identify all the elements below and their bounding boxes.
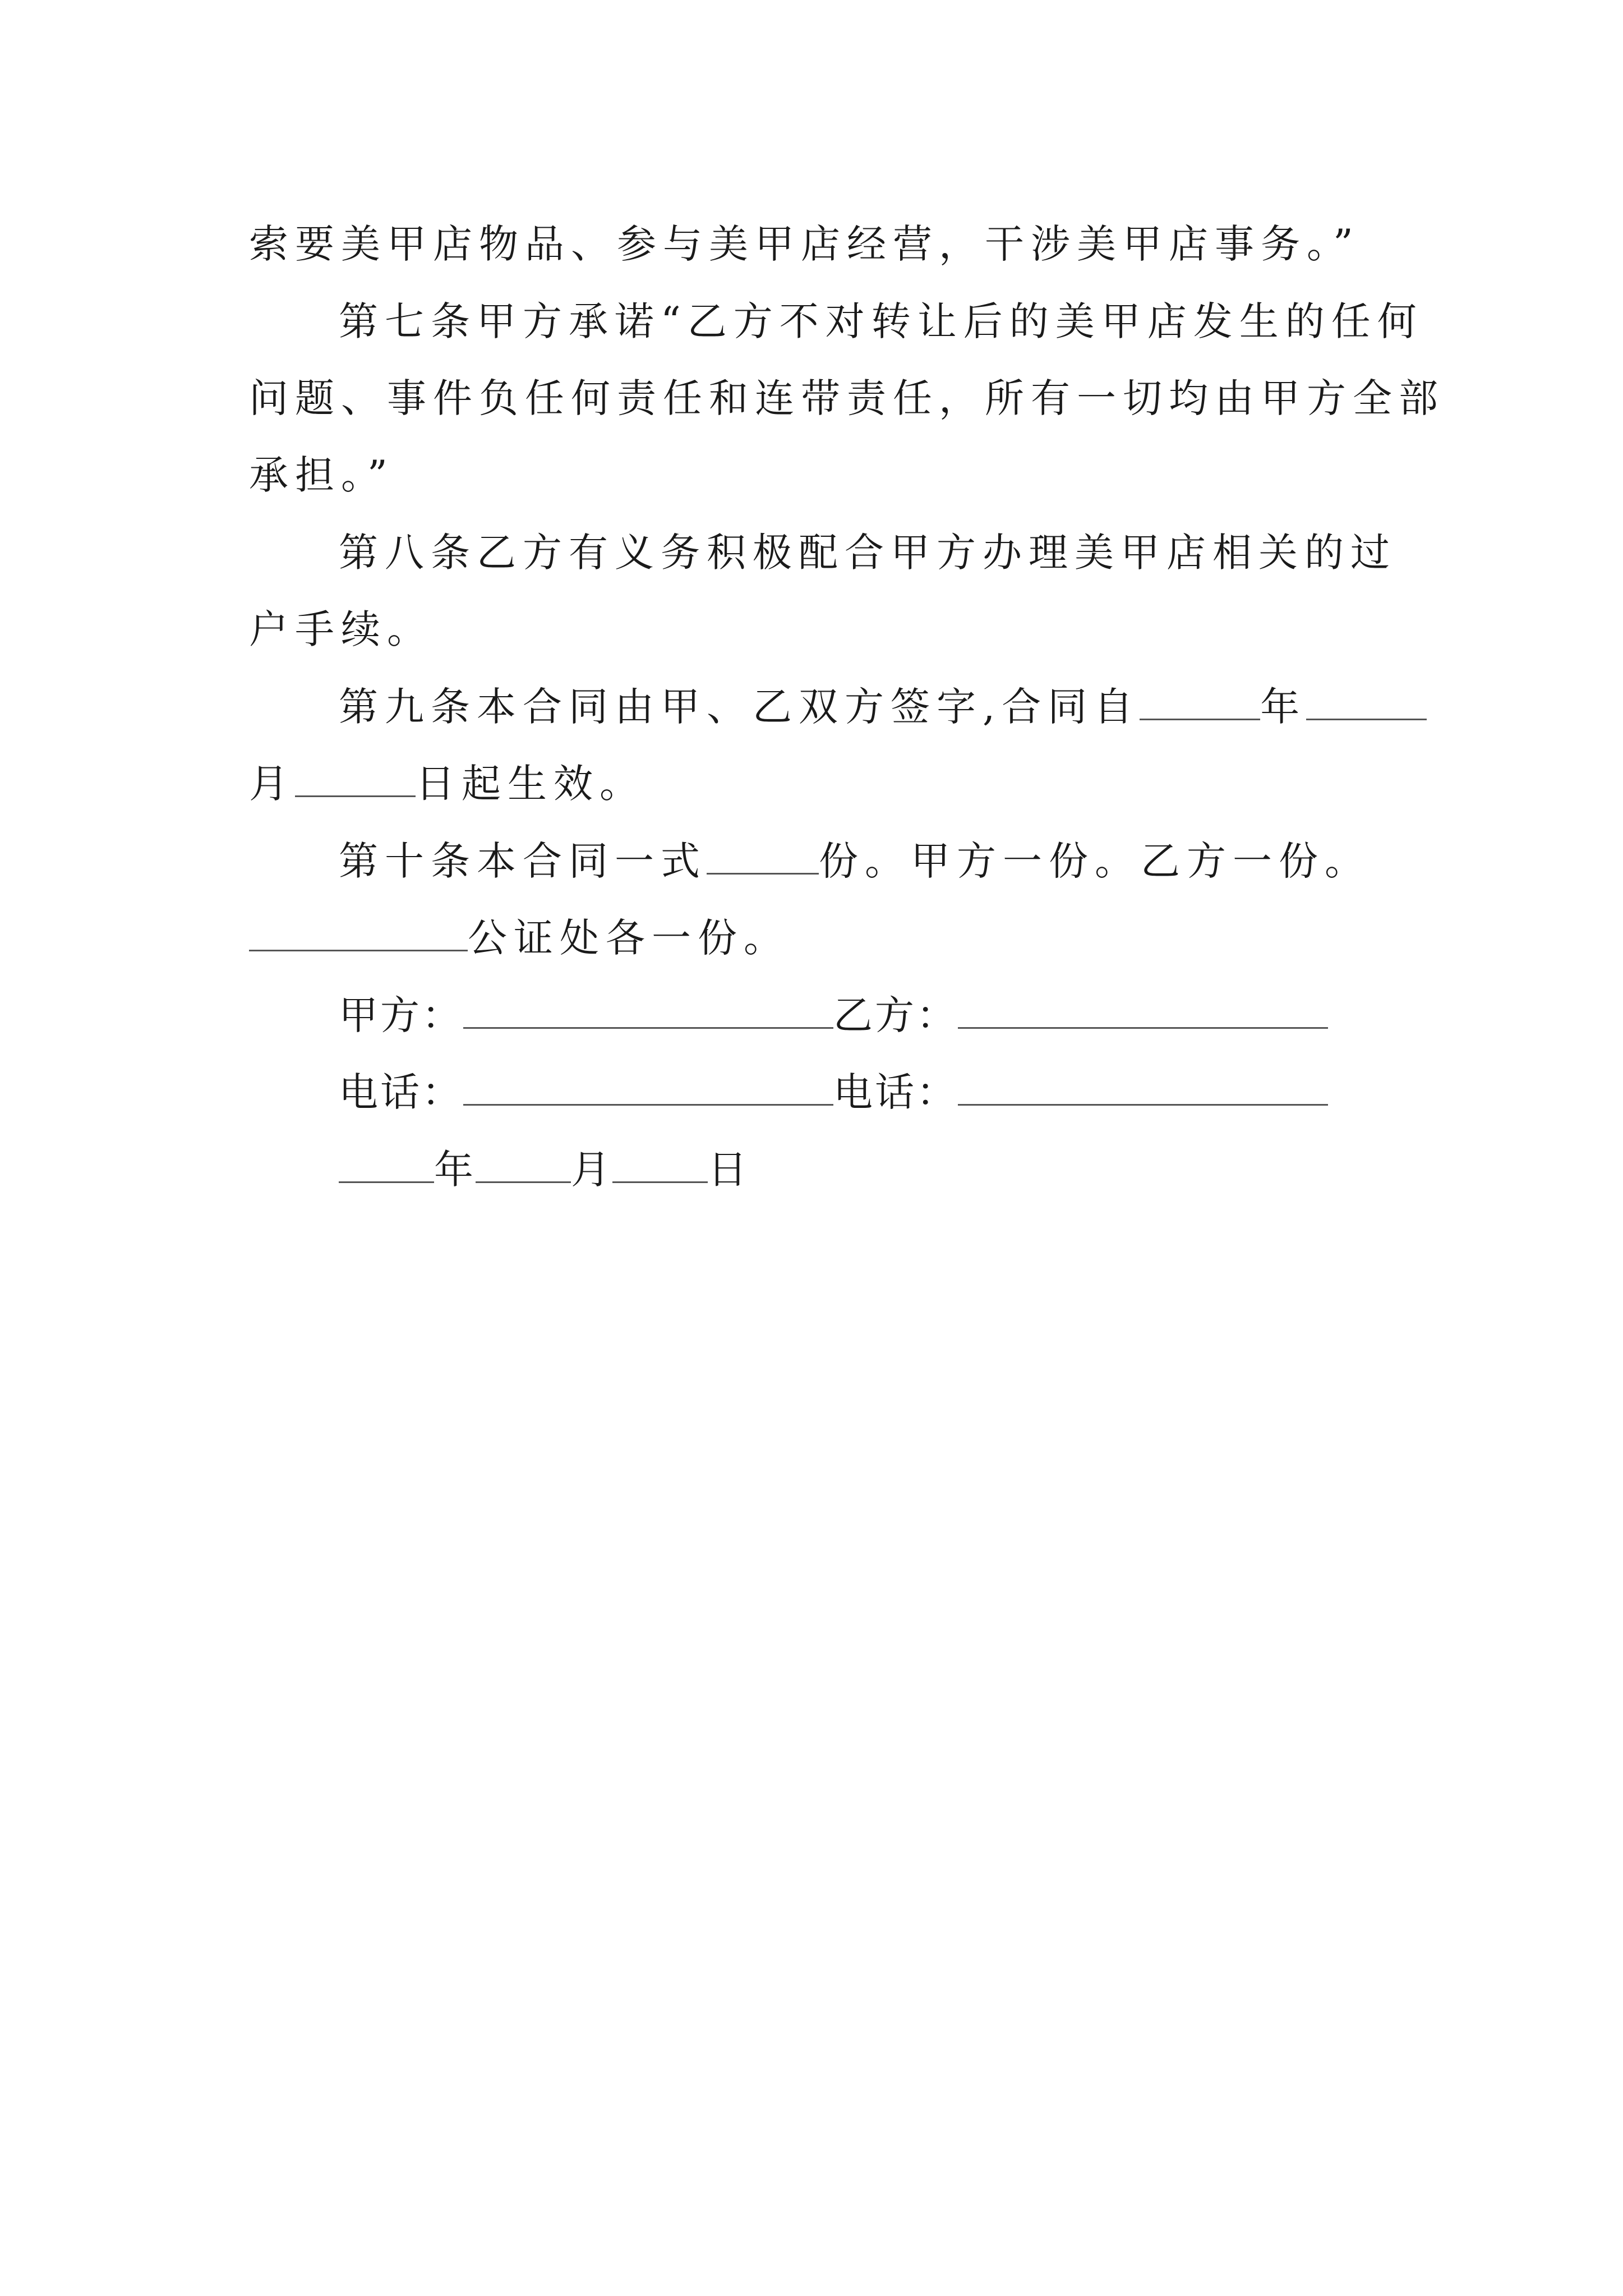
text-article-7-start: 第七条甲方承诺“乙方不对转让后的美甲店发生的任何 [339,298,1423,344]
article-10-line-2 [249,913,1393,963]
blank-effective-day[interactable] [295,761,416,797]
text-notary: 公证处各一份。 [468,915,790,961]
text-article-8-end: 户手续。 [249,606,433,652]
blank-sign-month[interactable] [476,1147,571,1183]
phone-a-label: 电话： [339,1069,463,1115]
blank-notary-office[interactable] [249,915,468,951]
text-article-10-start: 第十条本合同一式 [339,838,707,884]
text-month: 月 [249,761,295,807]
text-article-7-middle: 问题、事件负任何责任和连带责任，所有一切均由甲方全部 [249,375,1445,421]
article-8-line-1 [339,527,1483,578]
article-9-line-1 [339,682,1483,732]
article-7-line-2 [249,373,1445,424]
blank-sign-day[interactable] [612,1147,708,1183]
party-a-field[interactable] [463,992,833,1029]
sign-year-label: 年 [434,1147,476,1193]
article-10-line-1 [339,836,1483,886]
blank-sign-year[interactable] [339,1147,434,1183]
text-article-7-end: 承担。” [249,452,394,498]
text-line-1: 索要美甲店物品、参与美甲店经营，干涉美甲店事务。” [249,221,1360,267]
signature-row [339,990,1483,1041]
paragraph-line-1 [249,219,1393,269]
date-row [339,1144,1483,1195]
article-9-line-2 [249,758,1393,809]
text-year: 年 [1260,684,1307,730]
blank-effective-month[interactable] [1306,684,1427,720]
party-b-field[interactable] [958,992,1328,1029]
text-copies: 份。甲方一份。乙方一份。 [819,838,1371,884]
article-7-line-3 [249,450,1393,500]
text-article-9-start: 第九条本合同由甲、乙双方签字,合同自 [339,684,1140,730]
sign-month-label: 月 [571,1147,612,1193]
phone-a-field[interactable] [463,1069,833,1106]
blank-effective-year[interactable] [1140,684,1260,720]
article-7-line-1 [339,296,1483,347]
phone-b-field[interactable] [958,1069,1328,1106]
text-effective: 日起生效。 [416,761,645,807]
blank-copies[interactable] [707,838,819,875]
party-b-label: 乙方： [833,992,958,1038]
phone-row [339,1067,1483,1117]
sign-day-label: 日 [708,1147,749,1193]
phone-b-label: 电话： [833,1069,958,1115]
article-8-line-2 [249,604,1393,655]
party-a-label: 甲方： [339,992,463,1038]
text-article-8-start: 第八条乙方有义务积极配合甲方办理美甲店相关的过 [339,530,1396,576]
